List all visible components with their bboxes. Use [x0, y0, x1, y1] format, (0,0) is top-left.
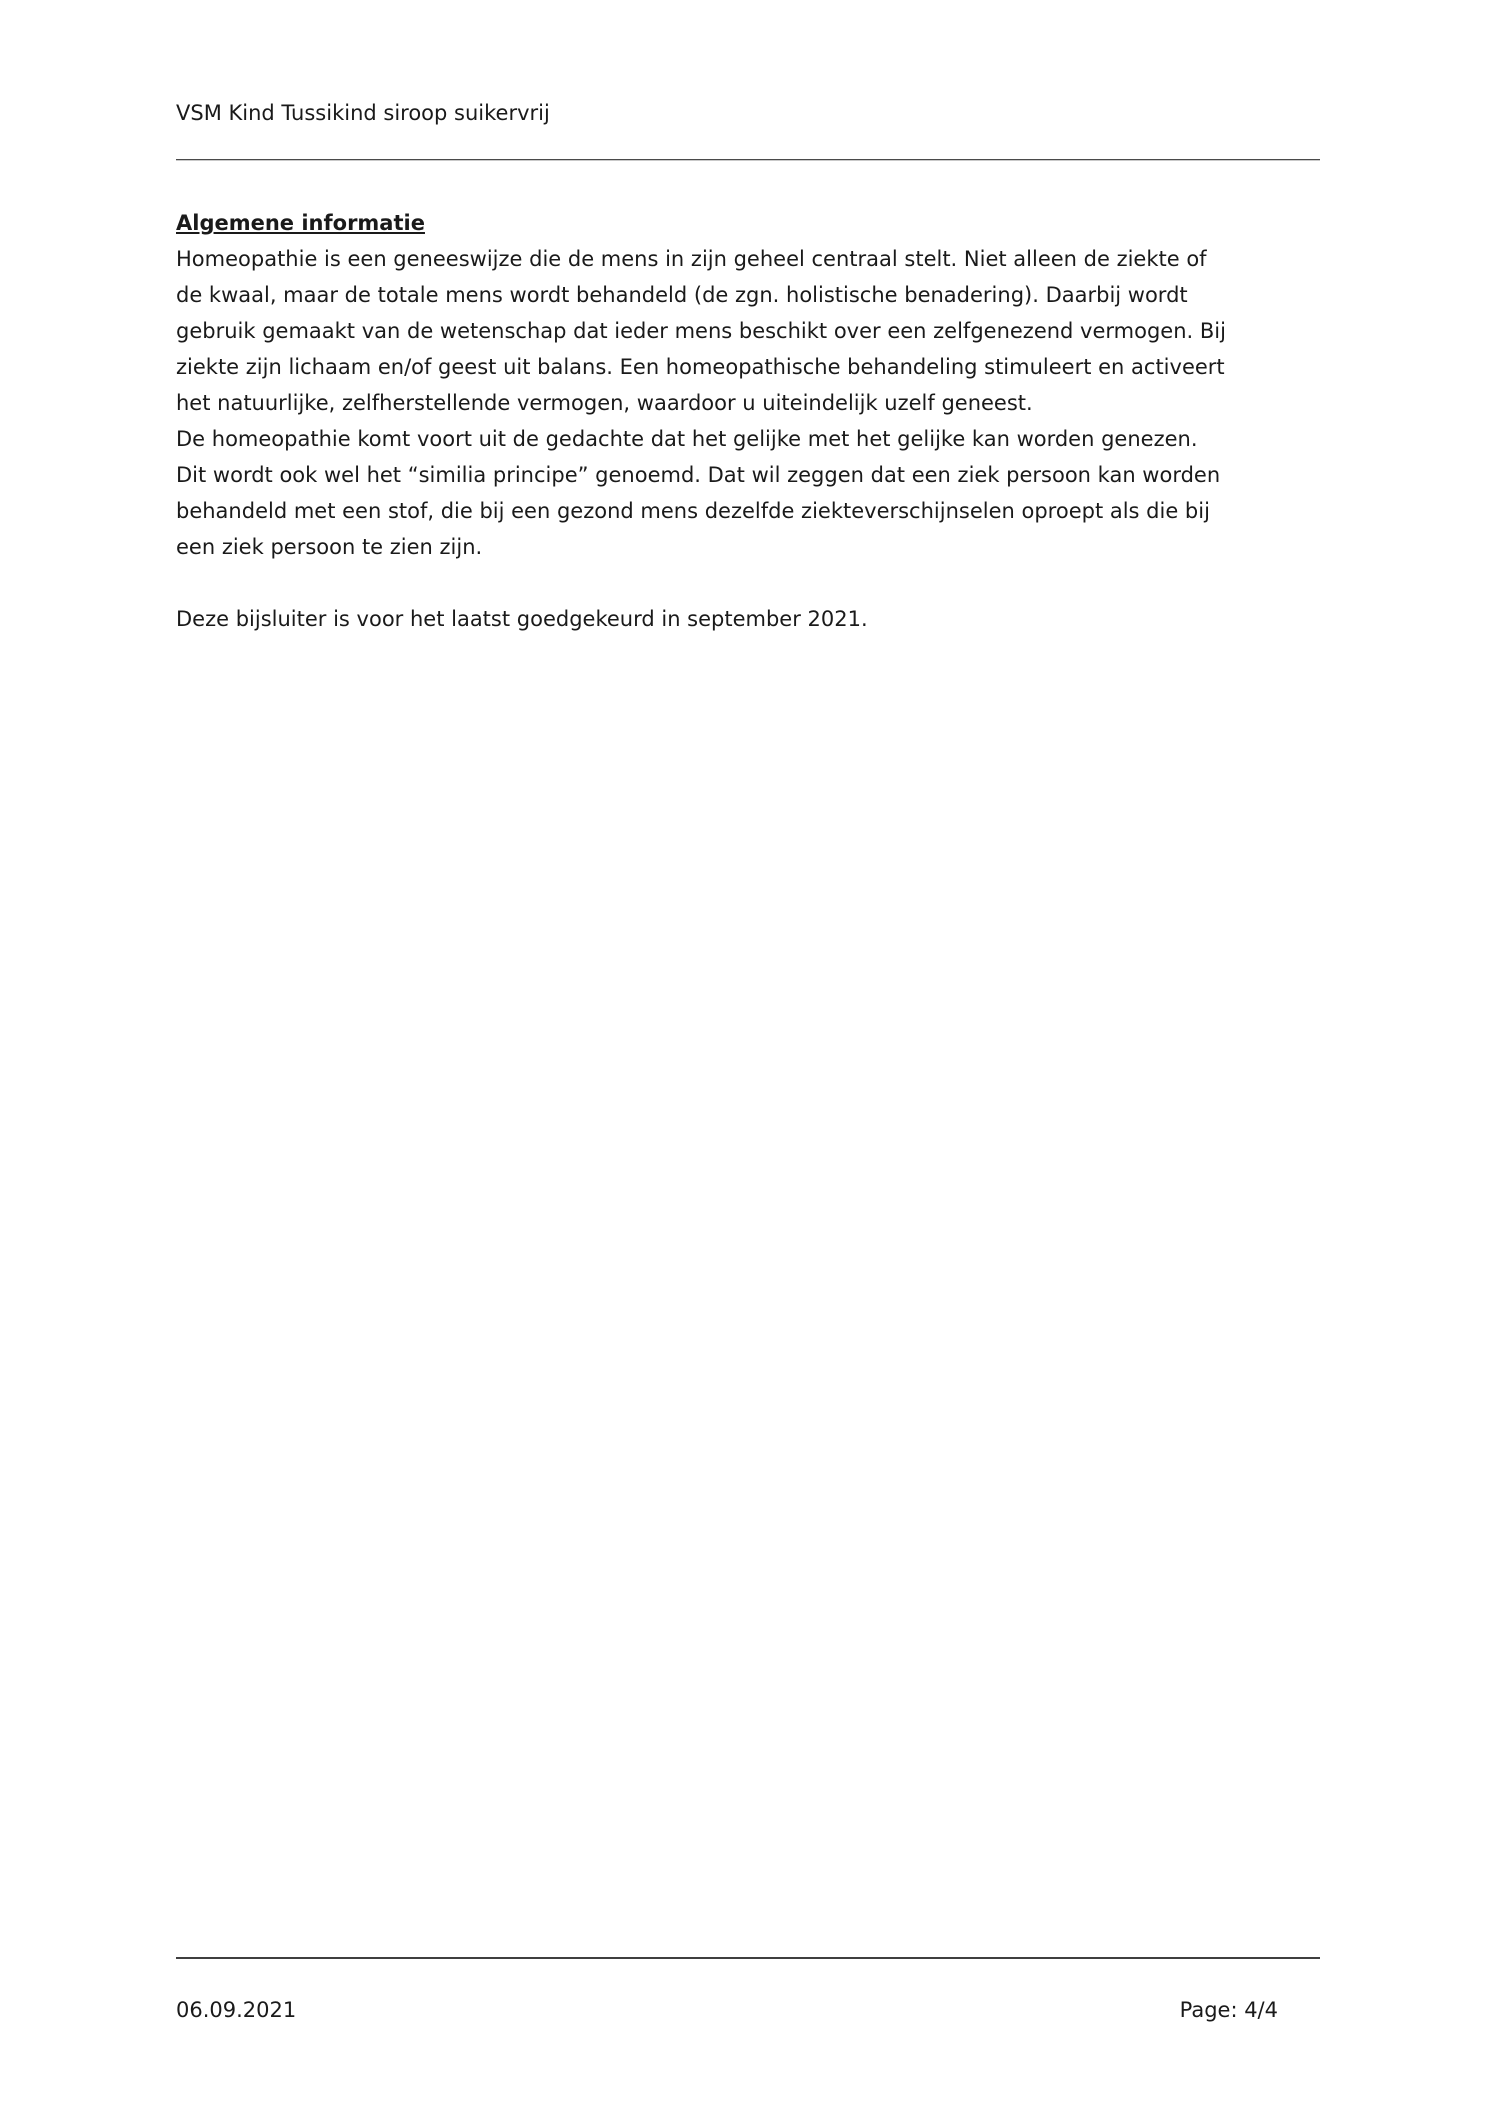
header-rule: [176, 159, 1320, 161]
paragraph-line: een ziek persoon te zien zijn.: [176, 535, 483, 559]
page-body: [176, 205, 1326, 637]
footer-date: 06.09.2021: [176, 1998, 297, 2022]
paragraph-spacer: [176, 565, 1326, 601]
page-footer: [176, 1992, 1320, 2028]
page-header-title: VSM Kind Tussikind siroop suikervrij: [176, 101, 550, 125]
paragraph-line: Homeopathie is een geneeswijze die de mens in zijn geheel centraal stelt. Niet alleen de ziekte of: [176, 247, 1207, 271]
paragraph-line: het natuurlijke, zelfherstellende vermogen, waardoor u uiteindelijk uzelf geneest.: [176, 391, 1033, 415]
paragraph-line: gebruik gemaakt van de wetenschap dat ieder mens beschikt over een zelfgenezend vermogen. Bij: [176, 319, 1226, 343]
footer-page-number: Page: 4/4: [1179, 1998, 1278, 2022]
paragraph-line: De homeopathie komt voort uit de gedachte dat het gelijke met het gelijke kan worden genezen.: [176, 427, 1198, 451]
paragraph-line: de kwaal, maar de totale mens wordt behandeld (de zgn. holistische benadering). Daarbij wordt: [176, 283, 1188, 307]
approval-note: Deze bijsluiter is voor het laatst goedgekeurd in september 2021.: [176, 607, 868, 631]
paragraph-line: behandeld met een stof, die bij een gezond mens dezelfde ziekteverschijnselen oproept als die bij: [176, 499, 1210, 523]
footer-rule: [176, 1957, 1320, 1959]
paragraph-line: ziekte zijn lichaam en/of geest uit balans. Een homeopathische behandeling stimuleert en activeert: [176, 355, 1225, 379]
section-title: Algemene informatie: [176, 211, 425, 235]
paragraph-line: Dit wordt ook wel het “similia principe” genoemd. Dat wil zeggen dat een ziek persoon kan worden: [176, 463, 1221, 487]
